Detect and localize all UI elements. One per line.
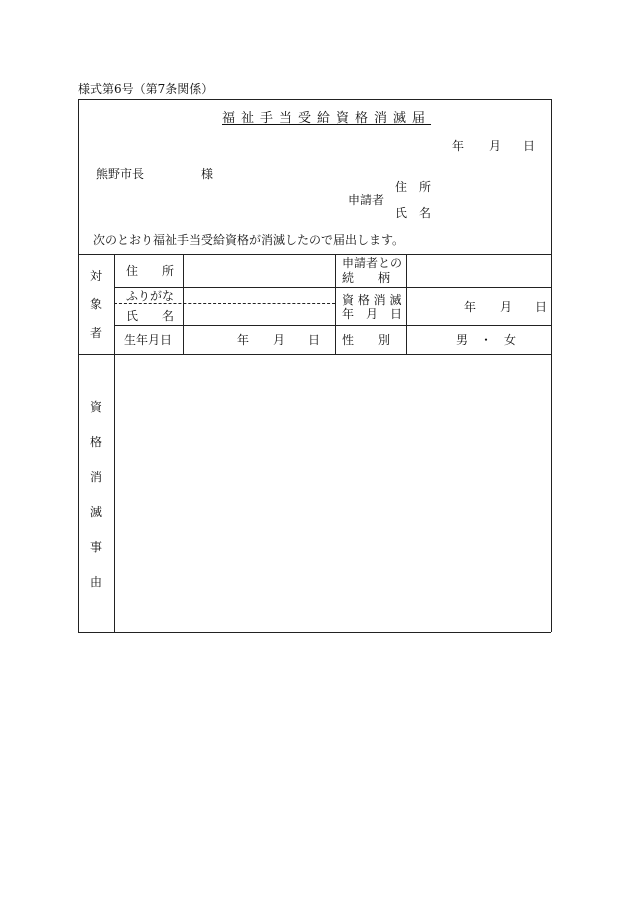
gender-options[interactable]: 男 ・ 女	[456, 333, 517, 347]
furigana-label: ふりがな	[126, 289, 175, 303]
subject-side-char: 象	[89, 297, 102, 311]
relation-label-line2: 続 柄	[342, 271, 391, 285]
reason-side-char: 事	[89, 540, 102, 554]
reason-side-char: 格	[89, 435, 102, 449]
applicant-address-label[interactable]: 住 所	[395, 180, 432, 194]
applicant-label: 申請者	[348, 193, 385, 207]
reason-side-char: 滅	[89, 505, 102, 519]
subject-row2-line	[114, 325, 551, 326]
loss-date-label-line1: 資 格 消 滅	[342, 293, 402, 307]
middle-column-line	[335, 254, 336, 354]
date-day-label[interactable]: 日	[523, 139, 536, 153]
reason-side-char: 由	[89, 575, 102, 589]
loss-date-label-line2: 年 月 日	[342, 307, 403, 321]
gender-label: 性 別	[342, 333, 391, 347]
birth-date-month[interactable]: 月	[273, 333, 286, 347]
form-title: 福祉手当受給資格消滅届	[222, 111, 432, 126]
subject-name-field[interactable]	[184, 304, 334, 324]
addressee-name: 熊野市長	[96, 167, 145, 181]
form-number: 様式第6号（第7条関係）	[78, 82, 214, 96]
reason-side-char: 資	[89, 400, 102, 414]
reason-text-area[interactable]	[115, 355, 550, 631]
subject-side-char: 対	[89, 269, 102, 283]
frame-left-border	[78, 99, 79, 632]
relation-label-line1: 申請者との	[342, 256, 403, 270]
subject-address-field[interactable]	[184, 255, 334, 286]
birth-date-day[interactable]: 日	[308, 333, 321, 347]
frame-right-border	[551, 99, 552, 632]
subject-address-label: 住 所	[126, 264, 175, 278]
frame-top-border	[78, 99, 551, 100]
subject-side-char: 者	[89, 326, 102, 340]
addressee-honorific: 様	[201, 167, 214, 181]
date-month-label[interactable]: 月	[489, 139, 502, 153]
loss-date-day[interactable]: 日	[535, 300, 548, 314]
furigana-field[interactable]	[184, 288, 334, 302]
reason-side-char: 消	[89, 470, 102, 484]
date-year-label[interactable]: 年	[452, 139, 465, 153]
birth-date-label: 生年月日	[124, 333, 173, 347]
subject-name-label: 氏 名	[126, 309, 175, 323]
relation-field[interactable]	[407, 255, 550, 286]
applicant-name-label[interactable]: 氏 名	[395, 206, 432, 220]
frame-bottom-border	[78, 632, 551, 633]
statement-text: 次のとおり福祉手当受給資格が消滅したので届出します。	[93, 233, 405, 247]
loss-date-year[interactable]: 年	[464, 300, 477, 314]
birth-date-year[interactable]: 年	[237, 333, 250, 347]
loss-date-month[interactable]: 月	[500, 300, 513, 314]
